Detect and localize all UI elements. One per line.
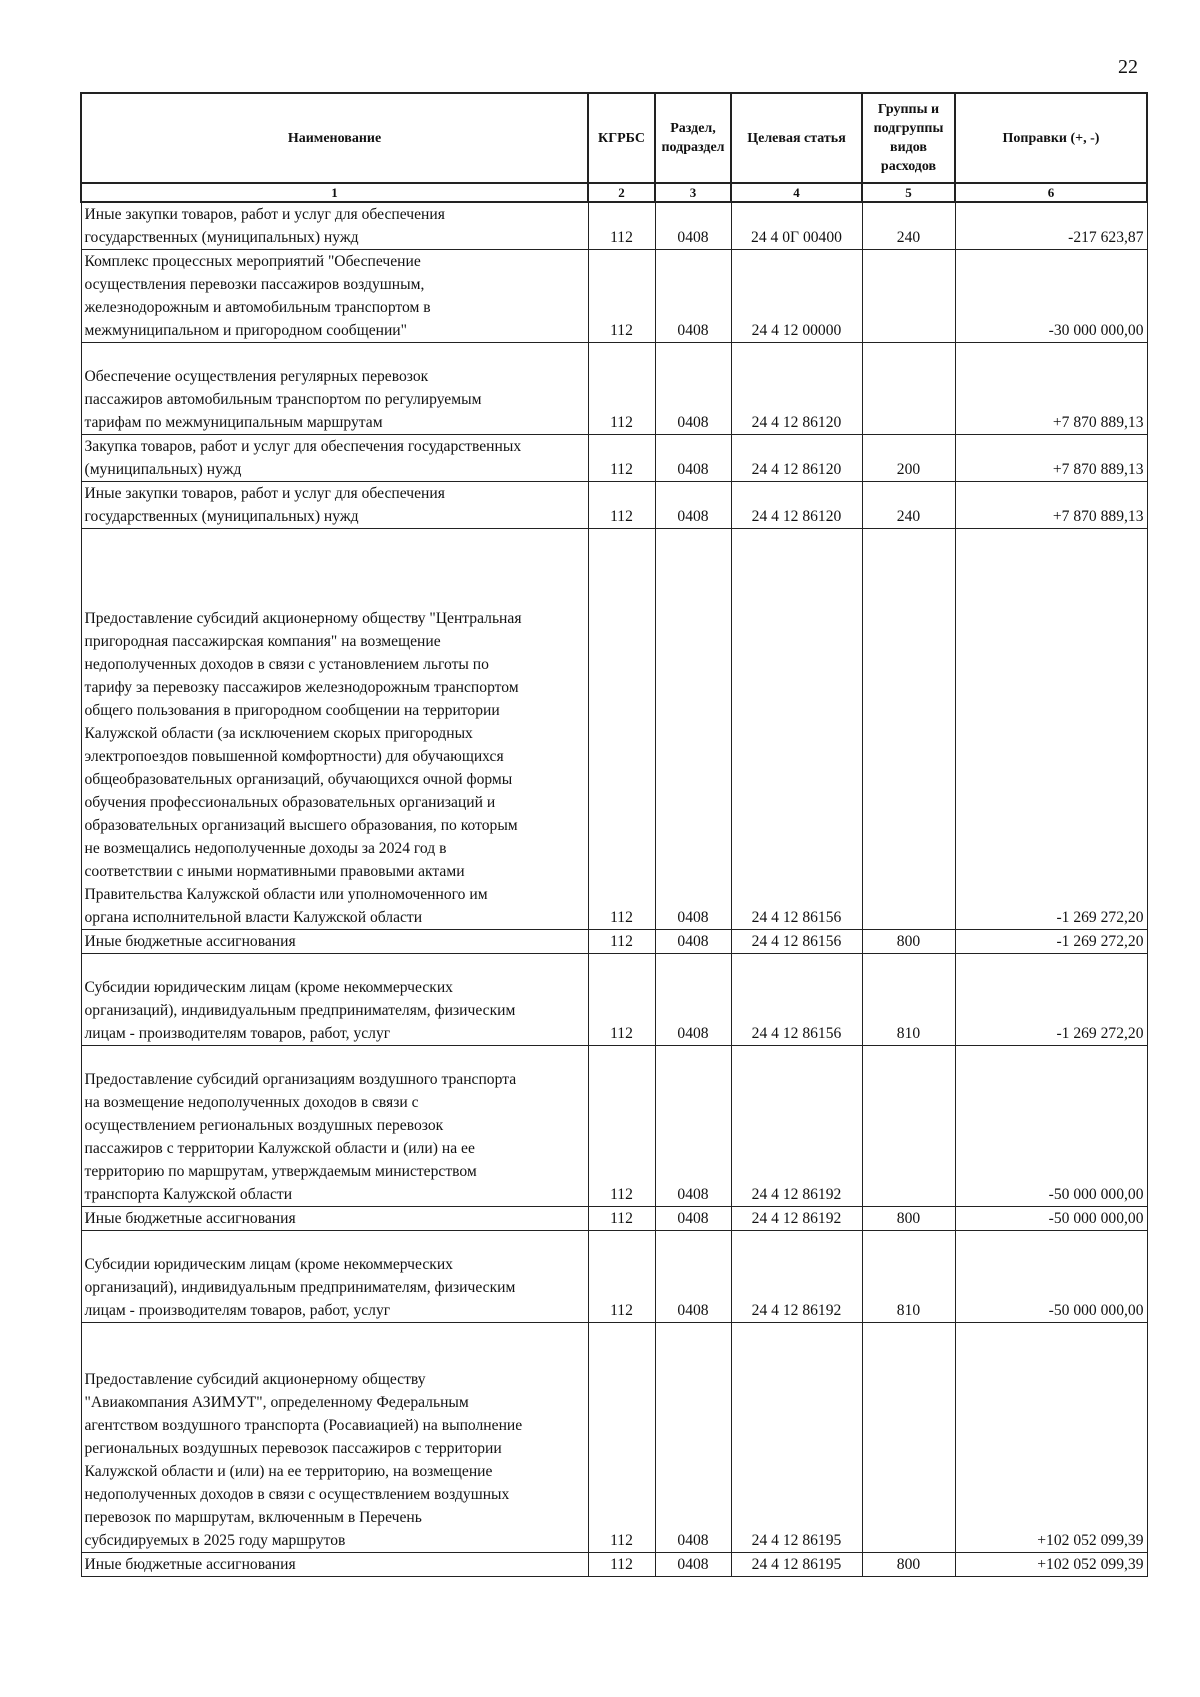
row-name: Иные закупки товаров, работ и услуг для обеспечения государственных (муниципальных) нужд	[84, 485, 445, 525]
table-row	[81, 1553, 1147, 1577]
row-kgrbs: 112	[588, 1323, 655, 1553]
row-amount: +7 870 889,13	[955, 343, 1147, 435]
row-kgrbs: 112	[588, 250, 655, 343]
row-expense-group: 810	[862, 954, 955, 1046]
row-section: 0408	[655, 954, 731, 1046]
row-name: Иные бюджетные ассигнования	[84, 933, 296, 950]
row-expense-group	[862, 343, 955, 435]
row-kgrbs: 112	[588, 529, 655, 930]
row-name: Субсидии юридическим лицам (кроме некоммерческих организаций), индивидуальным предпринимателям, физическим лицам - производителям товаров, работ, услуг	[84, 1256, 516, 1319]
table-row	[81, 1046, 1147, 1207]
row-expense-group: 810	[862, 1231, 955, 1323]
row-kgrbs: 112	[588, 482, 655, 529]
header-kgrbs: КГРБС	[588, 93, 655, 183]
row-expense-group	[862, 250, 955, 343]
row-section: 0408	[655, 250, 731, 343]
budget-table	[80, 92, 1148, 1577]
table-row	[81, 202, 1147, 250]
row-section: 0408	[655, 529, 731, 930]
row-target-article: 24 4 12 86120	[731, 435, 862, 482]
row-spacer	[85, 1046, 585, 1068]
row-name: Иные бюджетные ассигнования	[84, 1210, 296, 1227]
row-spacer	[85, 343, 585, 365]
row-amount: +102 052 099,39	[955, 1553, 1147, 1577]
table-row	[81, 343, 1147, 435]
row-amount: +102 052 099,39	[955, 1323, 1147, 1553]
row-kgrbs: 112	[588, 954, 655, 1046]
row-amount: -50 000 000,00	[955, 1231, 1147, 1323]
row-amount: -50 000 000,00	[955, 1046, 1147, 1207]
row-kgrbs: 112	[588, 1207, 655, 1231]
row-target-article: 24 4 12 86192	[731, 1207, 862, 1231]
row-target-article: 24 4 12 86156	[731, 529, 862, 930]
row-target-article: 24 4 12 86192	[731, 1231, 862, 1323]
row-section: 0408	[655, 1323, 731, 1553]
header-target: Целевая статья	[731, 93, 862, 183]
table-row	[81, 529, 1147, 930]
row-amount: +7 870 889,13	[955, 482, 1147, 529]
row-name-cell	[81, 1207, 588, 1231]
column-number: 6	[955, 183, 1147, 202]
row-name-cell	[81, 250, 588, 343]
row-section: 0408	[655, 930, 731, 954]
row-section: 0408	[655, 1553, 731, 1577]
row-name-cell	[81, 202, 588, 250]
row-section: 0408	[655, 435, 731, 482]
header-group: Группы и подгруппы видов расходов	[862, 93, 955, 183]
column-number: 3	[655, 183, 731, 202]
row-section: 0408	[655, 482, 731, 529]
row-spacer	[85, 1231, 585, 1253]
row-name: Субсидии юридическим лицам (кроме некоммерческих организаций), индивидуальным предпринимателям, физическим лицам - производителям товаров, работ, услуг	[84, 979, 516, 1042]
table-row	[81, 954, 1147, 1046]
column-number: 1	[81, 183, 588, 202]
row-target-article: 24 4 0Г 00400	[731, 202, 862, 250]
row-name-cell	[81, 1231, 588, 1323]
row-kgrbs: 112	[588, 435, 655, 482]
table-row	[81, 482, 1147, 529]
row-expense-group: 200	[862, 435, 955, 482]
row-section: 0408	[655, 343, 731, 435]
row-expense-group	[862, 1323, 955, 1553]
row-kgrbs: 112	[588, 1553, 655, 1577]
row-amount: -1 269 272,20	[955, 529, 1147, 930]
row-name-cell	[81, 343, 588, 435]
row-section: 0408	[655, 202, 731, 250]
row-target-article: 24 4 12 86192	[731, 1046, 862, 1207]
row-target-article: 24 4 12 86156	[731, 930, 862, 954]
row-amount: -30 000 000,00	[955, 250, 1147, 343]
row-target-article: 24 4 12 86195	[731, 1553, 862, 1577]
row-kgrbs: 112	[588, 343, 655, 435]
row-name-cell	[81, 1323, 588, 1553]
row-name: Иные бюджетные ассигнования	[84, 1556, 296, 1573]
row-name: Предоставление субсидий организациям воздушного транспорта на возмещение недополученных доходов в связи с осуществлением региональных воздушных перевозок пассажиров с территории Калужской области и (или) на ее территорию по маршрутам, утверждаемым министерством транспорта Калужской области	[84, 1071, 517, 1203]
column-number: 5	[862, 183, 955, 202]
row-expense-group: 240	[862, 482, 955, 529]
row-name: Предоставление субсидий акционерному обществу "Авиакомпания АЗИМУТ", определенному Федеральным агентством воздушного транспорта (Росавиацией) на выполнение региональных воздушных перевозок пассажиров с территории Калужской области и (или) на ее территорию, на возмещение недополученных доходов в связи с осуществлением воздушных перевозок по маршрутам, включенным в Перечень субсидируемых в 2025 году маршрутов	[84, 1371, 523, 1549]
column-number-row	[81, 183, 1147, 202]
table-body	[81, 202, 1147, 1577]
header-name: Наименование	[81, 93, 588, 183]
row-name-cell	[81, 482, 588, 529]
row-spacer	[85, 529, 585, 607]
row-spacer	[85, 1323, 585, 1368]
row-name-cell	[81, 529, 588, 930]
row-section: 0408	[655, 1207, 731, 1231]
row-kgrbs: 112	[588, 930, 655, 954]
row-expense-group: 800	[862, 1207, 955, 1231]
row-amount: -1 269 272,20	[955, 954, 1147, 1046]
row-amount: -1 269 272,20	[955, 930, 1147, 954]
row-amount: -217 623,87	[955, 202, 1147, 250]
row-expense-group	[862, 529, 955, 930]
column-number: 2	[588, 183, 655, 202]
row-section: 0408	[655, 1231, 731, 1323]
row-name: Иные закупки товаров, работ и услуг для обеспечения государственных (муниципальных) нужд	[84, 206, 445, 246]
row-name-cell	[81, 930, 588, 954]
table-row	[81, 1323, 1147, 1553]
header-amount: Поправки (+, -)	[955, 93, 1147, 183]
row-kgrbs: 112	[588, 1046, 655, 1207]
row-target-article: 24 4 12 86195	[731, 1323, 862, 1553]
table-row	[81, 1231, 1147, 1323]
row-target-article: 24 4 12 00000	[731, 250, 862, 343]
row-target-article: 24 4 12 86120	[731, 482, 862, 529]
row-name-cell	[81, 435, 588, 482]
row-expense-group	[862, 1046, 955, 1207]
row-section: 0408	[655, 1046, 731, 1207]
row-kgrbs: 112	[588, 202, 655, 250]
row-expense-group: 800	[862, 930, 955, 954]
row-name: Комплекс процессных мероприятий "Обеспечение осуществления перевозки пассажиров воздушным, железнодорожным и автомобильным транспортом в межмуниципальном и пригородном сообщении"	[84, 253, 431, 339]
row-name-cell	[81, 1046, 588, 1207]
row-spacer	[85, 954, 585, 976]
row-amount: +7 870 889,13	[955, 435, 1147, 482]
column-number: 4	[731, 183, 862, 202]
row-target-article: 24 4 12 86156	[731, 954, 862, 1046]
table-row	[81, 930, 1147, 954]
row-kgrbs: 112	[588, 1231, 655, 1323]
table-row	[81, 250, 1147, 343]
row-name: Предоставление субсидий акционерному обществу "Центральная пригородная пассажирская компания" на возмещение недополученных доходов в связи с установлением льготы по тарифу за перевозку пассажиров железнодорожным транспортом общего пользования в пригородном сообщении на территории Калужской области (за исключением скорых пригородных электропоездов повышенной комфортности) для обучающихся общеобразовательных организаций, обучающихся очной формы обучения профессиональных образовательных организаций и образовательных организаций высшего образования, по которым не возмещались недополученные доходы за 2024 год в соответствии с иными нормативными правовыми актами Правительства Калужской области или уполномоченного им органа исполнительной власти Калужской области	[84, 610, 522, 926]
row-target-article: 24 4 12 86120	[731, 343, 862, 435]
page-number: 22	[1118, 56, 1138, 78]
header-row	[81, 93, 1147, 183]
row-name-cell	[81, 1553, 588, 1577]
row-name: Обеспечение осуществления регулярных перевозок пассажиров автомобильным транспортом по регулируемым тарифам по межмуниципальным маршрутам	[84, 368, 482, 431]
row-name-cell	[81, 954, 588, 1046]
row-expense-group: 800	[862, 1553, 955, 1577]
table-row	[81, 1207, 1147, 1231]
header-section: Раздел, подраздел	[655, 93, 731, 183]
row-name: Закупка товаров, работ и услуг для обеспечения государственных (муниципальных) нужд	[84, 438, 522, 478]
row-expense-group: 240	[862, 202, 955, 250]
table-row	[81, 435, 1147, 482]
row-amount: -50 000 000,00	[955, 1207, 1147, 1231]
